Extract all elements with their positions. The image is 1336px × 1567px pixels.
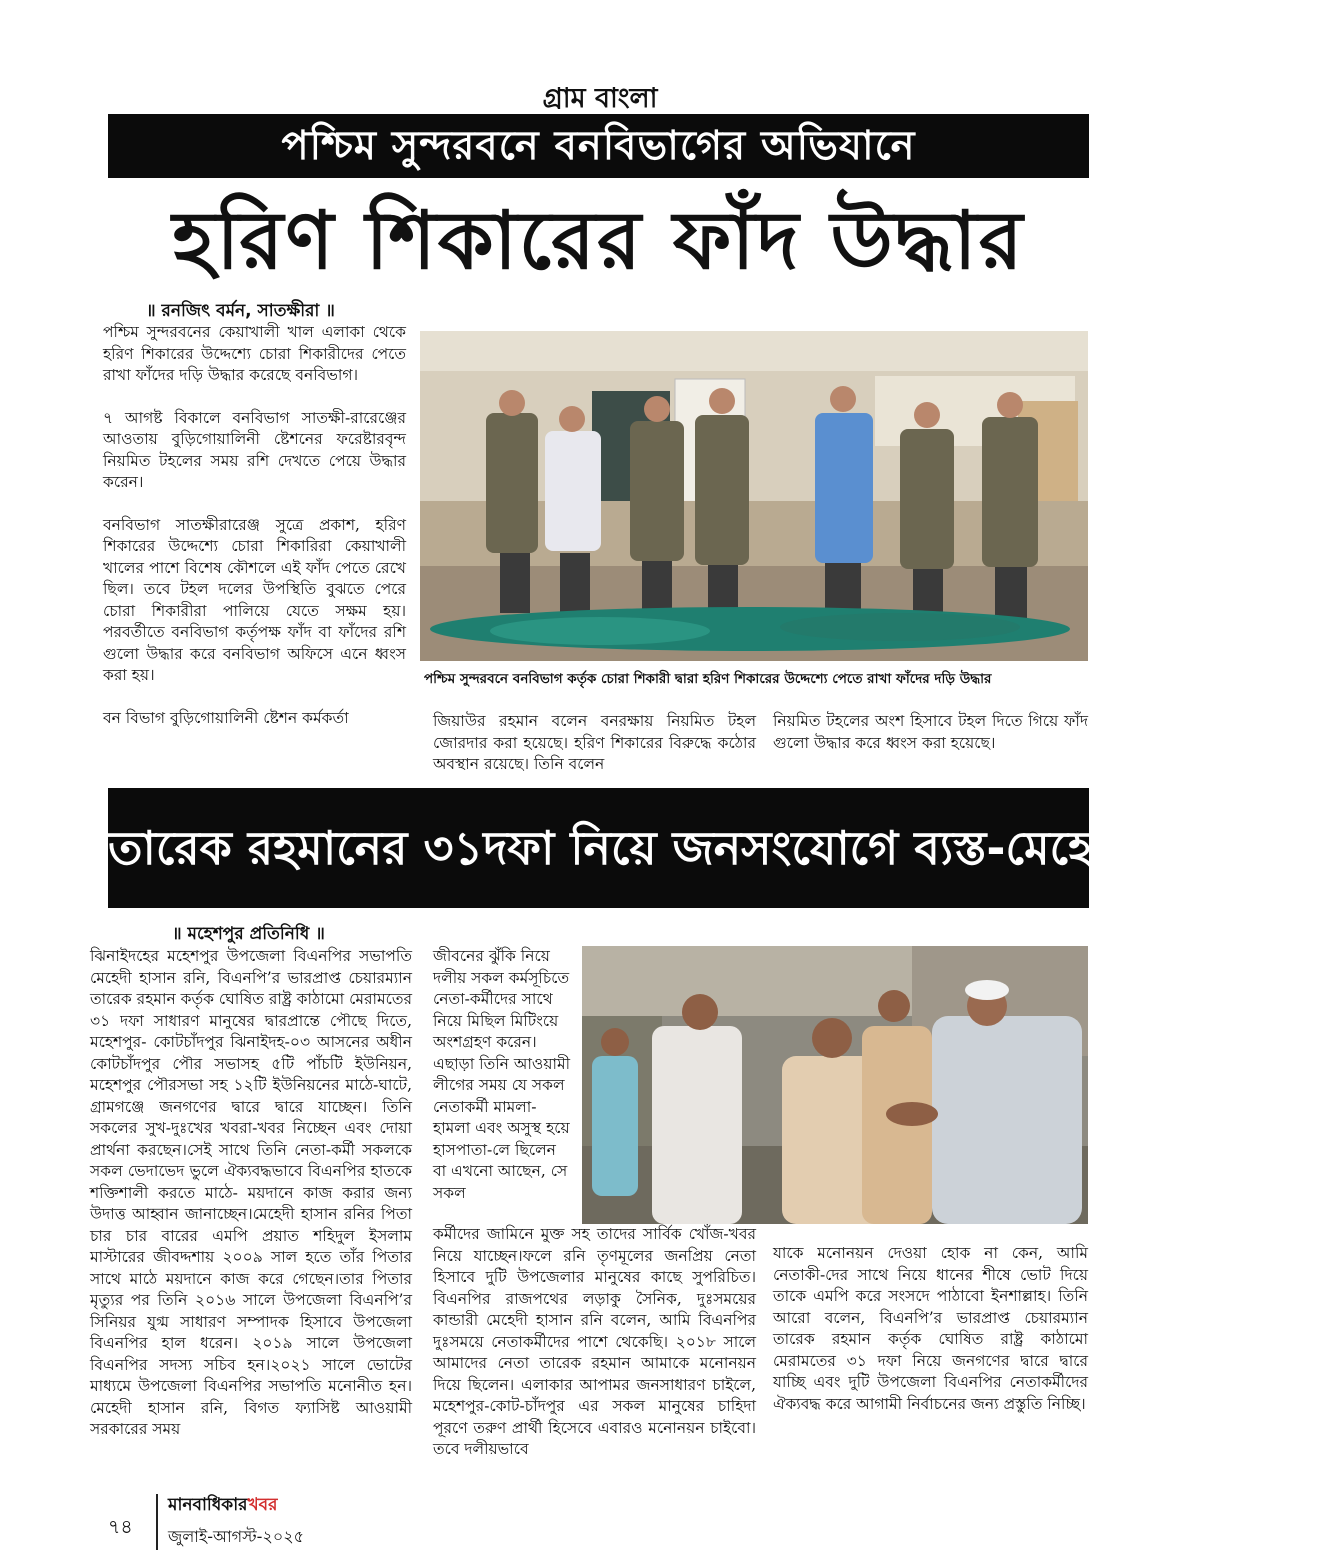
section-title: গ্রাম বাংলা — [542, 83, 658, 114]
story1-byline: ॥ রনজিৎ বর্মন, সাতক্ষীরা ॥ — [146, 301, 335, 321]
handshake-photo — [582, 946, 1088, 1224]
story1-paragraph: ৭ আগষ্ট বিকালে বনবিভাগ সাতক্ষী-রারেঞ্জের আওতায় বুড়িগোয়ালিনী ষ্টেশনের ফরেষ্টারবৃন্দ নিয়মিত টহলের সময় রশি দেখতে পেয়ে উদ্ধার করেন। — [103, 408, 406, 491]
story1-paragraph: পশ্চিম সুন্দরবনের কেয়াখালী খাল এলাকা থেকে হরিণ শিকারের উদ্দেশ্যে চোরা শিকারীদের পেতে রাখা ফাঁদের দড়ি উদ্ধার করেছে বনবিভাগ। — [103, 323, 406, 384]
story2-column-1: ঝিনাইদহের মহেশপুর উপজেলা বিএনপির সভাপতি মেহেদী হাসান রনি, বিএনপি’র ভারপ্রাপ্ত চেয়ারম্যান তারেক রহমান কর্তৃক ঘোষিত রাষ্ট্র কাঠামো মেরামতের ৩১ দফা সাধারণ মানুষের দ্বারপ্রান্তে পৌছে দিতে, মহেশপুর- কোটচাঁদপুর ঝিনাইদহ-০৩ আসনের অধীন কোটচাঁদপুর পৌর সভাসহ ৫টি পাঁচটি ইউনিয়ন, মহেশপুর পৌরসভা সহ ১২টি ইউনিয়নের মাঠে-ঘাটে, গ্রামগঞ্জে জনগণের দ্বারে দ্বারে যাচ্ছেন। তিনি সকলের সুখ-দুঃখের খবরা-খবর নিচ্ছেন এবং দোয়া প্রার্থনা করছেন।সেই সাথে তিনি নেতা-কর্মী সকলকে সকল ভেদাভেদ ভুলে ঐক্যবদ্ধভাবে বিএনপির হাতকে শক্তিশালী করতে মাঠে- ময়দানে কাজ করার জন্য উদাত্ত আহ্বান জানাচ্ছেন।মেহেদী হাসান রনির পিতা চার চার বারের এমপি প্রয়াত শহিদুল ইসলাম মাস্টারের জীবদ্দশায় ২০০৯ সাল হতে তাঁর পিতার সাথে মাঠে ময়দানে কাজ করে গেছেন।তার পিতার মৃত্যুর পর তিনি ২০১৬ সালে উপজেলা বিএনপি’র সিনিয়র যুগ্ম সাধারণ সম্পাদক হিসাবে উপজেলা বিএনপির হাল ধরেন। ২০১৯ সালে উপজেলা বিএনপির সদস্য সচিব হন।২০২১ সালে ভোটের মাধ্যমে উপজেলা বিএনপির সভাপতি মনোনীত হন। মেহেদী হাসান রনি, বিগত ফ্যাসিষ্ট আওয়ামী সরকারের সময় — [90, 947, 412, 1438]
story1-paragraph: বনবিভাগ সাতক্ষীরারেঞ্জ সুত্রে প্রকাশ, হরিণ শিকারের উদ্দেশ্যে চোরা শিকারিরা কেয়াখালী খালের পাশে বিশেষ কৌশলে এই ফাঁদ পেতে রেখে ছিল। তবে টহল দলের উপস্থিতি বুঝতে পেরে চোরা শিকারীরা পালিয়ে যেতে সক্ষম হয়। পরবর্তীতে বনবিভাগ কর্তৃপক্ষ ফাঁদ বা ফাঁদের রশি গুলো উদ্ধার করে বনবিভাগ অফিসে এনে ধ্বংস করা হয়। — [103, 515, 406, 684]
story1-caption: পশ্চিম সুন্দরবনে বনবিভাগ কর্তৃক চোরা শিকারী দ্বারা হরিণ শিকারের উদ্দেশ্যে পেতে রাখা ফাঁদের দড়ি উদ্ধার — [424, 671, 992, 687]
page-number: ৭৪ — [108, 1516, 133, 1538]
story2-column-3: যাকে মনোনয়ন দেওয়া হোক না কেন, আমি নেতাকী-দের সাথে নিয়ে ধানের শীষে ভোট দিয়ে তাকে এমপি করে সংসদে পাঠাবো ইনশাল্লাহ। তিনি আরো বলেন, বিএনপি’র ভারপ্রাপ্ত চেয়ারম্যান তারেক রহমান কর্তৃক ঘোষিত রাষ্ট্র কাঠামো মেরামতের ৩১ দফা নিয়ে জনগণের দ্বারে দ্বারে যাচ্ছি এবং দুটি উপজেলা বিএনপির নেতাকর্মীদের ঐক্যবদ্ধ করে আগামী নির্বাচনের জন্য প্রস্তুতি নিচ্ছি। — [773, 1244, 1088, 1413]
story1-column-1 — [103, 322, 406, 750]
story2-photo — [582, 946, 1088, 1224]
story1-column-3: নিয়মিত টহলের অংশ হিসাবে টহল দিতে গিয়ে ফাঁদ গুলো উদ্ধার করে ধ্বংস করা হয়েছে। — [773, 712, 1088, 752]
story1-paragraph: বন বিভাগ বুড়িগোয়ালিনী ষ্টেশন কর্মকর্তা — [103, 708, 349, 727]
issue-date: জুলাই-আগস্ট-২০২৫ — [168, 1527, 305, 1546]
story1-column-2: জিয়াউর রহমান বলেন বনরক্ষায় নিয়মিত টহল জোরদার করা হয়েছে। হরিণ শিকারের বিরুদ্ধে কঠোর অবস্থান রয়েছে। তিনি বলেন — [433, 712, 756, 773]
story2-headline: তারেক রহমানের ৩১দফা নিয়ে জনসংযোগে ব্যস্ত-মেহেদী হাসান রনি — [108, 788, 1089, 908]
story2-byline: ॥ মহেশপুর প্রতিনিধি ॥ — [172, 924, 325, 944]
story2-column-2-bottom: কর্মীদের জামিনে মুক্ত সহ তাদের সার্বিক খোঁজ-খবর নিয়ে যাচ্ছেন।ফলে রনি তৃণমূলের জনপ্রিয় নেতা হিসাবে দুটি উপজেলার মানুষের কাছে সুপরিচিত। বিএনপির রাজপথের লড়াকু সৈনিক, দুঃসময়ের কান্ডারী মেহেদী হাসান রনি বলেন, আমি বিএনপির দুঃসময়ে নেতাকর্মীদের পাশে থেকেছি। ২০১৮ সালে আমাদের নেতা তারেক রহমান আমাকে মনোনয়ন দিয়ে ছিলেন। এলাকার আপামর জনসাধারণ চাইলে, মহেশপুর-কোট-চাঁদপুর এর সকল মানুষের চাহিদা পূরণে তরুণ প্রার্থী হিসেবে এবারও মনোনয়ন চাইবো। তবে দলীয়ভাবে — [433, 1225, 756, 1458]
story1-kicker: পশ্চিম সুন্দরবনে বনবিভাগের অভিযানে — [108, 114, 1089, 178]
story1-headline: হরিণ শিকারের ফাঁদ উদ্ধার — [172, 194, 1025, 287]
footer-divider — [156, 1494, 158, 1550]
story1-photo — [420, 331, 1088, 661]
logo-text-part2: খবর — [247, 1495, 278, 1515]
story2-column-2-top: জীবনের ঝুঁকি নিয়ে দলীয় সকল কর্মসূচিতে নেতা-কর্মীদের সাথে নিয়ে মিছিল মিটিংয়ে অংশগ্রহণ করেন।এছাড়া তিনি আওয়ামী লীগের সময় যে সকল নেতাকর্মী মামলা-হামলা এবং অসুস্থ হয়ে হাসপাতা-লে ছিলেন বা এখনো আছেন, সে সকল — [433, 947, 570, 1202]
logo-text-part1: মানবাধিকার — [168, 1495, 248, 1515]
forest-team-photo — [420, 331, 1088, 661]
magazine-logo — [168, 1492, 277, 1520]
